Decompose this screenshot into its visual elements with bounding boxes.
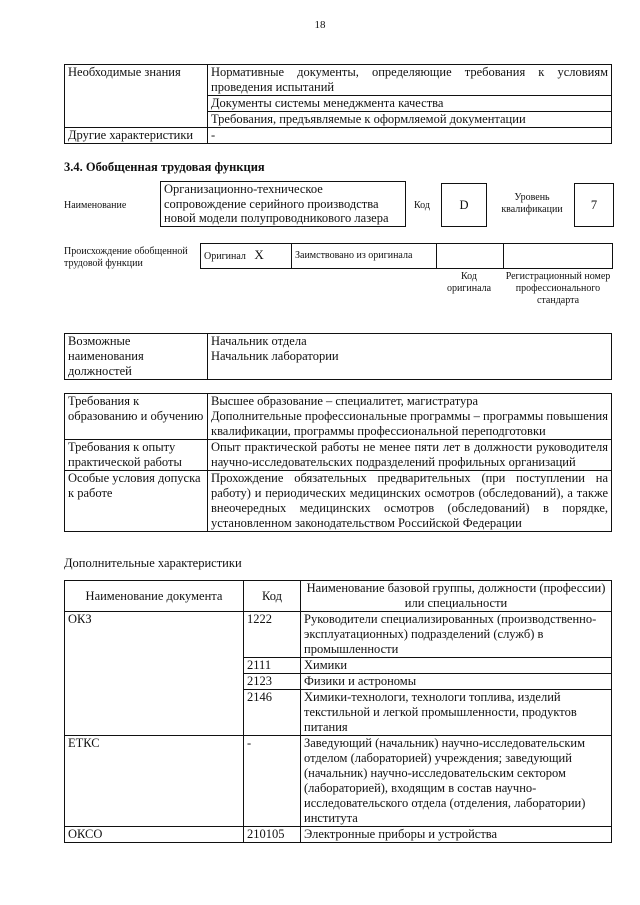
doc-cell: ОКСО bbox=[65, 827, 244, 843]
section-title: 3.4. Обобщенная трудовая функция bbox=[64, 160, 265, 174]
code-cell: 210105 bbox=[244, 827, 301, 843]
special-conditions-label: Особые условия допуска к работе bbox=[65, 471, 208, 532]
origin-label: Происхождение обобщенной трудовой функции bbox=[64, 246, 188, 269]
extra-title: Дополнительные характеристики bbox=[64, 556, 242, 570]
experience-value: Опыт практической работы не менее пяти лет в должности руководителя научно-исследовательских подразделений профильных организаций bbox=[208, 440, 612, 471]
doc-cell: ОКЗ bbox=[65, 612, 244, 736]
doc-cell: ЕТКС bbox=[65, 736, 244, 827]
table-row bbox=[65, 128, 612, 144]
origin-original-cell bbox=[201, 244, 292, 269]
extra-table bbox=[64, 580, 612, 843]
name-cell: Химики-технологи, технологи топлива, изделий текстильной и легкой промышленности, продуктов питания bbox=[301, 690, 612, 736]
table-row bbox=[65, 736, 612, 827]
special-conditions-value: Прохождение обязательных предварительных (при поступлении на работу) и периодических медицинских осмотров (обследований), а также внеочередных медицинских осмотров (обследований) в порядке, установленном законодательством Российской Федерации bbox=[208, 471, 612, 532]
education-line: Высшее образование – специалитет, магистратура bbox=[211, 394, 479, 408]
table-row bbox=[65, 827, 612, 843]
requirements-table bbox=[64, 393, 612, 532]
header-code: Код bbox=[244, 581, 301, 612]
header-doc: Наименование документа bbox=[65, 581, 244, 612]
experience-label: Требования к опыту практической работы bbox=[65, 440, 208, 471]
name-label: Наименование bbox=[64, 200, 127, 211]
original-mark: X bbox=[254, 247, 264, 262]
knowledge-table bbox=[64, 64, 612, 144]
name-cell: Химики bbox=[301, 658, 612, 674]
education-line: Дополнительные профессиональные программы – программы повышения квалификации, программы профессиональной переподготовки bbox=[211, 409, 608, 438]
origin-code-cell bbox=[437, 244, 504, 269]
table-row bbox=[65, 471, 612, 532]
knowledge-value: Нормативные документы, определяющие требования к условиям проведения испытаний bbox=[208, 65, 612, 96]
name-cell: Электронные приборы и устройства bbox=[301, 827, 612, 843]
positions-values bbox=[208, 334, 612, 380]
table-row bbox=[65, 394, 612, 440]
name-cell: Заведующий (начальник) научно-исследовательским отделом (лабораторией) учреждения; заведующий (начальник) научно-исследовательским сектором (лабораторией), входящим в состав научно-исследовательского отдела (отделения, лаборатории) института bbox=[301, 736, 612, 827]
code-cell: 2123 bbox=[244, 674, 301, 690]
other-characteristics-label: Другие характеристики bbox=[65, 128, 208, 144]
code-cell: 2146 bbox=[244, 690, 301, 736]
origin-reg-cell bbox=[504, 244, 613, 269]
borrowed-label: Заимствовано из оригинала bbox=[292, 244, 437, 269]
other-characteristics-value: - bbox=[208, 128, 612, 144]
knowledge-label: Необходимые знания bbox=[65, 65, 208, 128]
table-header-row bbox=[65, 581, 612, 612]
original-label: Оригинал bbox=[204, 251, 246, 262]
level-label: Уровень квалификации bbox=[501, 192, 563, 215]
reg-number-caption: Регистрационный номер профессионального стандарта bbox=[505, 271, 611, 306]
function-name-box: Организационно-техническое сопровождение серийного производства новой модели полупроводникового лазера bbox=[160, 181, 406, 227]
table-row bbox=[65, 440, 612, 471]
origin-table bbox=[200, 243, 613, 269]
position-item: Начальник лаборатории bbox=[211, 349, 339, 363]
code-cell: 2111 bbox=[244, 658, 301, 674]
knowledge-value: Требования, предъявляемые к оформляемой документации bbox=[208, 112, 612, 128]
education-values bbox=[208, 394, 612, 440]
table-row bbox=[65, 65, 612, 96]
positions-table bbox=[64, 333, 612, 380]
table-row bbox=[201, 244, 613, 269]
code-value-box: D bbox=[441, 183, 487, 227]
table-row bbox=[65, 334, 612, 380]
page-number: 18 bbox=[314, 19, 326, 31]
level-value-box: 7 bbox=[574, 183, 614, 227]
name-cell: Физики и астрономы bbox=[301, 674, 612, 690]
code-cell: - bbox=[244, 736, 301, 827]
code-original-caption: Код оригинала bbox=[446, 271, 492, 294]
education-label: Требования к образованию и обучению bbox=[65, 394, 208, 440]
positions-label: Возможные наименования должностей bbox=[65, 334, 208, 380]
header-name: Наименование базовой группы, должности (профессии) или специальности bbox=[301, 581, 612, 612]
position-item: Начальник отдела bbox=[211, 334, 307, 348]
table-row bbox=[65, 612, 612, 658]
name-cell: Руководители специализированных (производственно-эксплуатационных) подразделений (служб) в промышленности bbox=[301, 612, 612, 658]
code-cell: 1222 bbox=[244, 612, 301, 658]
knowledge-value: Документы системы менеджмента качества bbox=[208, 96, 612, 112]
code-label: Код bbox=[414, 200, 430, 211]
